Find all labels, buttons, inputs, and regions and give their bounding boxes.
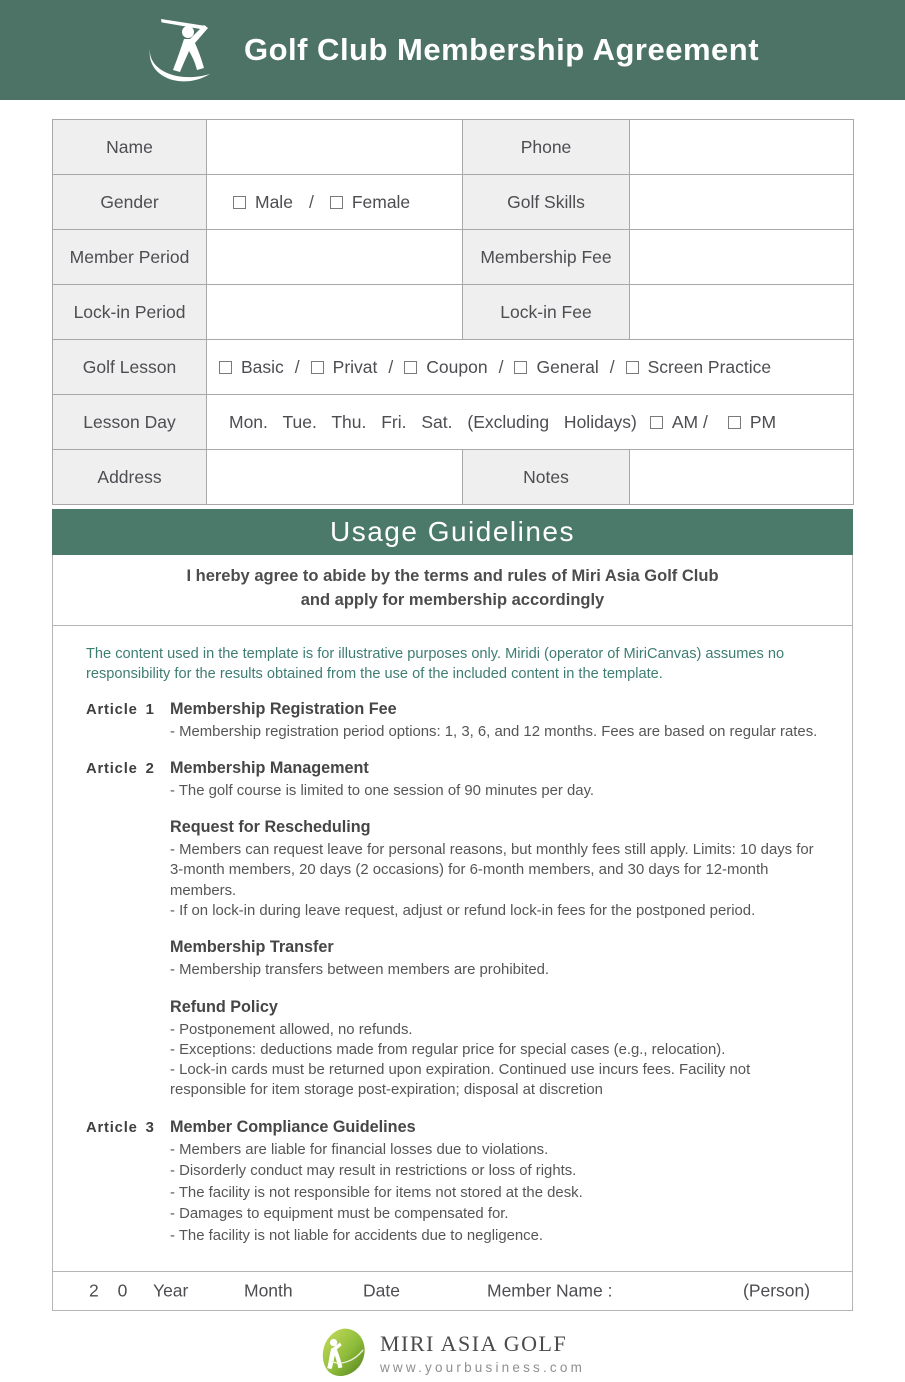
golf-skills-field[interactable] [630, 175, 854, 230]
section-line: - Membership registration period options: 1, 3, 6, and 12 months. Fees are based on regular rates. [170, 723, 818, 740]
pm-option-label: PM [749, 411, 777, 432]
lesson-option-label: Basic [241, 356, 284, 377]
person-label: (Person) [743, 1280, 811, 1301]
lesson-day-label: Lesson Day [53, 395, 207, 450]
name-label: Name [53, 120, 207, 175]
separator-slash: / [388, 356, 394, 377]
website-url: www.yourbusiness.com [379, 1359, 586, 1375]
article-3 [86, 1118, 826, 1265]
golf-lesson-field[interactable] [207, 340, 854, 395]
lesson-option-label: Coupon [426, 356, 488, 377]
section-line: - Damages to equipment must be compensated for. [170, 1206, 509, 1223]
name-field[interactable] [207, 120, 463, 175]
section-heading: Membership Management [170, 758, 369, 777]
section-line: - Members can request leave for personal reasons, but monthly fees still apply. Limits: 10 days for 3-month members, 20 days (2 occasions) for 6-month members, and 30 days for 12-month members. [170, 842, 814, 899]
section-line: - The facility is not liable for accidents due to negligence. [170, 1228, 544, 1245]
basic-checkbox-icon[interactable] [219, 361, 232, 374]
usage-guidelines-title: Usage Guidelines [329, 516, 576, 547]
coupon-checkbox-icon[interactable] [404, 361, 417, 374]
address-field[interactable] [207, 450, 463, 505]
am-checkbox-icon[interactable] [650, 416, 663, 429]
male-checkbox-icon[interactable] [233, 196, 246, 209]
section-heading: Membership Registration Fee [170, 699, 397, 718]
signature-date-row [53, 1271, 852, 1310]
notes-field[interactable] [630, 450, 854, 505]
article-3-label: Article 3 [86, 1119, 155, 1136]
article-2-label: Article 2 [86, 760, 155, 777]
membership-form-table [52, 119, 854, 505]
membership-fee-label: Membership Fee [463, 230, 630, 285]
section-line: - Membership transfers between members are prohibited. [170, 962, 550, 979]
year-label: Year [153, 1280, 189, 1301]
member-name-label: Member Name : [487, 1280, 613, 1301]
logo-leaf-golfer-icon [320, 1324, 368, 1382]
usage-guidelines-banner [52, 509, 853, 555]
table-row [53, 120, 854, 175]
lesson-option-label: Privat [332, 356, 378, 377]
phone-field[interactable] [630, 120, 854, 175]
golf-skills-label: Golf Skills [463, 175, 630, 230]
male-option-label: Male [255, 191, 293, 212]
month-label: Month [244, 1280, 293, 1301]
member-period-label: Member Period [53, 230, 207, 285]
separator-slash: / [703, 411, 708, 432]
table-row [53, 450, 854, 505]
date-label: Date [363, 1280, 400, 1301]
lockin-fee-label: Lock-in Fee [463, 285, 630, 340]
am-option-label: AM [671, 411, 699, 432]
year-prefix: 2 0 [89, 1280, 135, 1301]
table-row [53, 285, 854, 340]
template-disclaimer: The content used in the template is for illustrative purposes only. Miridi (operator of MiriCanvas) assumes no responsibility for the results obtained from the use of the included content in the template. [86, 645, 785, 683]
article-2 [86, 759, 826, 1118]
agreement-line-1: I hereby agree to abide by the terms and rules of Miri Asia Golf Club [186, 567, 719, 585]
table-row [53, 340, 854, 395]
section-line: - Members are liable for financial losses due to violations. [170, 1141, 549, 1158]
table-row [53, 395, 854, 450]
section-heading: Refund Policy [170, 997, 278, 1016]
guidelines-box [52, 555, 853, 1311]
separator-slash: / [308, 191, 314, 212]
female-checkbox-icon[interactable] [330, 196, 343, 209]
lockin-fee-field[interactable] [630, 285, 854, 340]
section-line: - The facility is not responsible for items not stored at the desk. [170, 1184, 583, 1201]
section-line: - The golf course is limited to one session of 90 minutes per day. [170, 782, 595, 799]
footer [0, 1324, 905, 1382]
member-period-field[interactable] [207, 230, 463, 285]
separator-slash: / [609, 356, 615, 377]
lesson-days-text: Mon. Tue. Thu. Fri. Sat. (Excluding Holidays) [229, 411, 637, 432]
agreement-line-2: and apply for membership accordingly [300, 590, 605, 609]
golfer-swing-icon [146, 17, 228, 83]
lockin-period-label: Lock-in Period [53, 285, 207, 340]
membership-fee-field[interactable] [630, 230, 854, 285]
article-1-label: Article 1 [86, 701, 155, 718]
lesson-option-label: General [536, 356, 599, 377]
section-line: - Disorderly conduct may result in restrictions or loss of rights. [170, 1163, 577, 1180]
address-label: Address [53, 450, 207, 505]
agreement-statement [53, 555, 852, 625]
section-heading: Member Compliance Guidelines [170, 1117, 416, 1136]
section-heading: Membership Transfer [170, 938, 334, 957]
separator-slash: / [498, 356, 504, 377]
section-heading: Request for Rescheduling [170, 818, 371, 837]
section-line: - Lock-in cards must be returned upon expiration. Continued use incurs fees. Facility not responsible for item storage post-expiration; disposal at discretion [170, 1062, 751, 1099]
privat-checkbox-icon[interactable] [311, 361, 324, 374]
lesson-option-label: Screen Practice [647, 356, 772, 377]
lockin-period-field[interactable] [207, 285, 463, 340]
female-option-label: Female [351, 191, 411, 212]
section-line: - Postponement allowed, no refunds. [170, 1021, 413, 1038]
page-title: Golf Club Membership Agreement [243, 32, 760, 67]
gender-field[interactable] [207, 175, 463, 230]
articles-section [53, 625, 852, 1271]
article-1 [86, 700, 826, 759]
section-line: - If on lock-in during leave request, adjust or refund lock-in fees for the postponed period. [170, 903, 756, 920]
lesson-day-field[interactable] [207, 395, 854, 450]
phone-label: Phone [463, 120, 630, 175]
section-line: - Exceptions: deductions made from regular price for special cases (e.g., relocation). [170, 1041, 726, 1058]
table-row [53, 175, 854, 230]
general-checkbox-icon[interactable] [514, 361, 527, 374]
screen-practice-checkbox-icon[interactable] [626, 361, 639, 374]
notes-label: Notes [463, 450, 630, 505]
table-row [53, 230, 854, 285]
brand-name: MIRI ASIA GOLF [379, 1330, 568, 1356]
golf-lesson-label: Golf Lesson [53, 340, 207, 395]
separator-slash: / [294, 356, 300, 377]
page-header [0, 0, 905, 100]
pm-checkbox-icon[interactable] [728, 416, 741, 429]
gender-label: Gender [53, 175, 207, 230]
